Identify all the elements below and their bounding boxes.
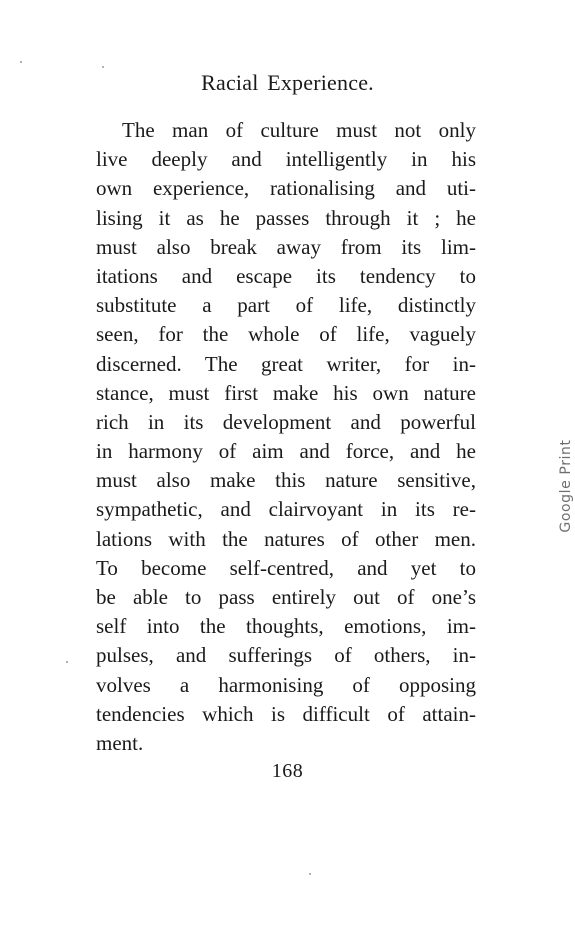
text-line: own experience, rationalising and uti-: [96, 176, 476, 201]
text-line: lising it as he passes through it ; he: [96, 205, 476, 230]
body-paragraph: [96, 116, 476, 758]
paper-speck: [309, 873, 311, 875]
text-line: self into the thoughts, emotions, im-: [96, 614, 476, 639]
paper-speck: [102, 66, 104, 68]
text-line: pulses, and sufferings of others, in-: [96, 643, 476, 668]
text-line: stance, must first make his own nature: [96, 380, 476, 405]
text-line: discerned. The great writer, for in-: [96, 351, 476, 376]
text-line: tendencies which is difficult of attain-: [96, 701, 476, 726]
text-line: substitute a part of life, distinctly: [96, 293, 476, 318]
text-line: lations with the natures of other men.: [96, 526, 476, 551]
text-line: sympathetic, and clairvoyant in its re-: [96, 497, 476, 522]
text-line: ment.: [96, 730, 144, 755]
text-line: seen, for the whole of life, vaguely: [96, 322, 476, 347]
page-number: 168: [271, 760, 304, 782]
text-line: in harmony of aim and force, and he: [96, 439, 476, 464]
text-line: To become self-centred, and yet to: [96, 555, 476, 580]
text-line: volves a harmonising of opposing: [96, 672, 476, 697]
watermark: Google Print: [558, 439, 574, 533]
text-line: must also break away from its lim-: [96, 234, 476, 259]
text-line: be able to pass entirely out of one’s: [96, 585, 476, 609]
running-head: Racial Experience.: [201, 70, 374, 95]
text-line: must also make this nature sensitive,: [96, 468, 476, 493]
paper-speck: [20, 61, 22, 63]
text-line: The man of culture must not only: [122, 118, 476, 142]
text-line: itations and escape its tendency to: [96, 263, 476, 288]
text-line: rich in its development and powerful: [96, 409, 476, 434]
paper-speck: [66, 661, 68, 663]
text-line: live deeply and intelligently in his: [96, 147, 476, 172]
